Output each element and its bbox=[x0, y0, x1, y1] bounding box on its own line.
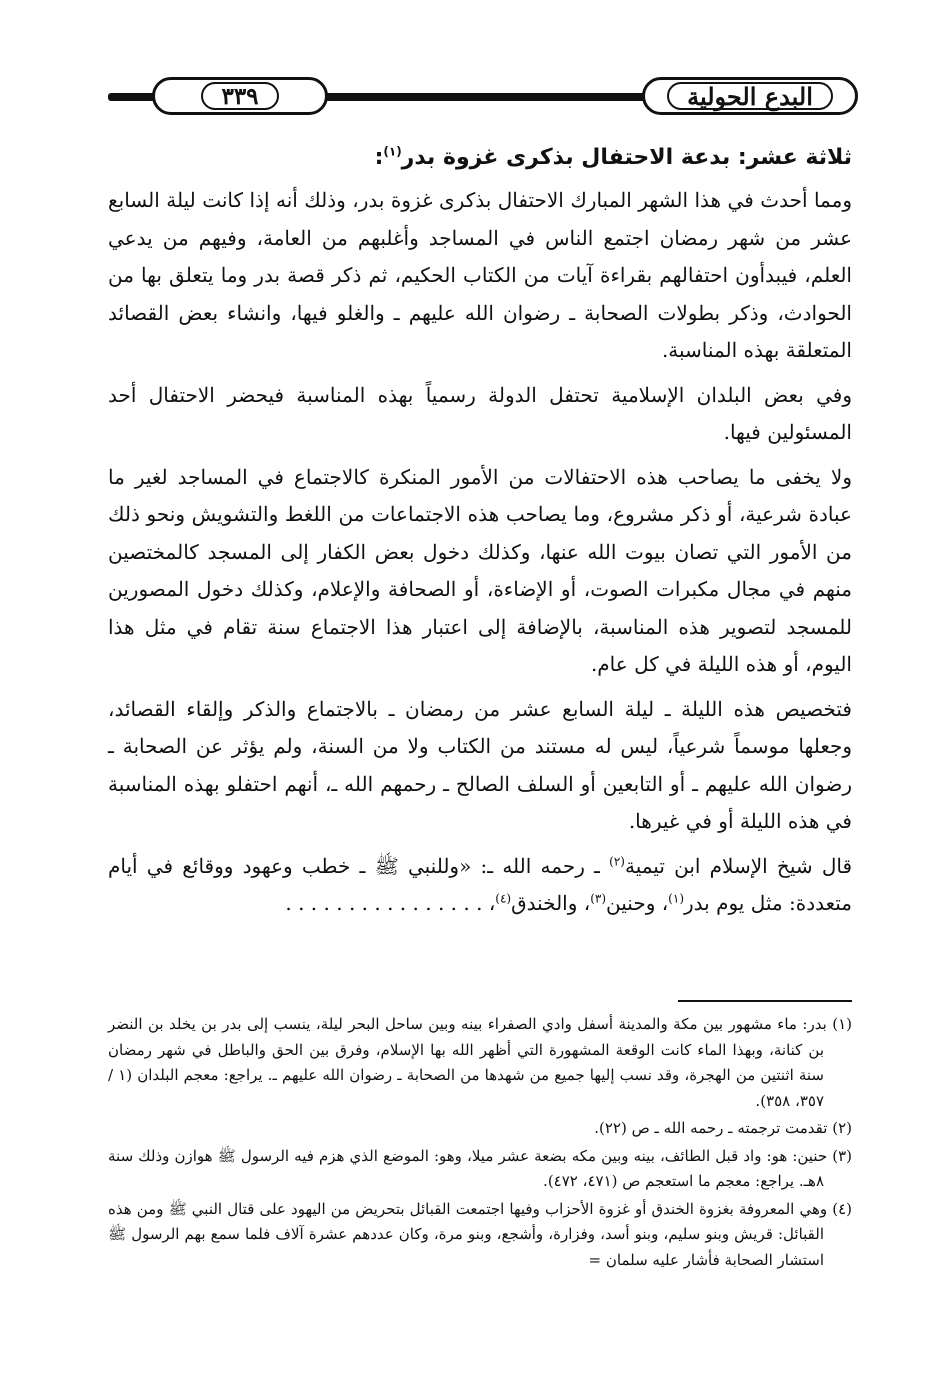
paragraph-2: وفي بعض البلدان الإسلامية تحتفل الدولة رسمياً بهذه المناسبة فيحضر الاحتفال أحد المسئولين فيها. bbox=[108, 382, 852, 444]
footnote-ref: (٣) bbox=[590, 891, 607, 906]
footnote-ref: (١) bbox=[383, 144, 402, 159]
book-title: البدع الحولية bbox=[687, 81, 813, 111]
paragraph-1: ومما أحدث في هذا الشهر المبارك الاحتفال بذكرى غزوة بدر، وذلك أنه إذا كانت ليلة السابع عشر من شهر رمضان اجتمع الناس في المساجد وأغلبهم من العامة، وفيهم من يدعي العلم، فيبدأون احتفالهم بقراءة آيات من الكتاب الحكيم، ثم ذكر قصة بدر وما يتعلق بها من الحوادث، وذكر بطولات الصحابة ـ رضوان الله عليهم ـ والغلو فيها، وانشاء بعض القصائد المتعلقة بهذه المناسبة. bbox=[108, 188, 852, 362]
page-number: ٣٣٩ bbox=[221, 82, 259, 110]
footnote-separator bbox=[678, 1000, 852, 1002]
footnote-4: (٤) وهي المعروفة بغزوة الخندق أو غزوة الأحزاب وفيها اجتمعت القبائل بتحريض من اليهود على قتال النبي ﷺ ومن هذه القبائل: قريش وبنو سليم، وبنو أسد، وفزارة، وأشجع، وبنو مرة، وكان عددهم عشرة آلاف فلما سمع بهم الرسول ﷺ استشار الصحابة فأشار عليه سلمان = bbox=[108, 1199, 853, 1269]
paragraph-4: فتخصيص هذه الليلة ـ ليلة السابع عشر من رمضان ـ بالاجتماع والذكر وإلقاء القصائد، وجعلها موسماً شرعياً، ليس له مستند من الكتاب ولا من السنة، ولم يؤثر عن الصحابة ـ رضوان الله عليهم ـ أو التابعين أو السلف الصالح ـ رحمهم الله ـ، أنهم احتفلو بهذه المناسبة في هذه الليلة أو في غيرها. bbox=[108, 696, 852, 833]
page-header bbox=[108, 74, 856, 120]
paragraph-3: ولا يخفى ما يصاحب هذه الاحتفالات من الأمور المنكرة كالاجتماع في المساجد لغير ما عبادة شرعية، أو ذكر مشروع، وما يصاحب هذه الاجتماعات من اللغط والتشويش ونحو ذلك من الأمور التي تصان بيوت الله عنها، وكذلك دخول بعض الكفار إلى المسجد كالمختصين منهم في مجال مكبرات الصوت، أو الإضاءة، أو الصحافة والإعلام، وكذلك دخول المصورين للمسجد لتصوير هذه المناسبة، بالإضافة إلى اعتبار هذا الاجتماع سنة تقام في مثل هذا اليوم، أو هذه الليلة في كل عام. bbox=[108, 464, 852, 676]
footnote-1: (١) بدر: ماء مشهور بين مكة والمدينة أسفل وادي الصفراء بينه وبين ساحل البحر ليلة، ينسب إلى بدر بن يخلد بن النضر بن كنانة، وبهذا الماء كانت الوقعة المشهورة التي أظهر الله بها الإسلام، وفرق بين الحق والباطل في شهر رمضان سنة اثنتين من الهجرة، وقد نسب إليها جميع من شهدها من الصحابة ـ رضوان الله عليهم ـ. يراجع: معجم البلدان (١ / ٣٥٧، ٣٥٨). bbox=[108, 1015, 852, 1110]
page-number-badge bbox=[152, 77, 328, 115]
footnotes bbox=[108, 1012, 852, 1275]
section-title: ثلاثة عشر: بدعة الاحتفال بذكرى غزوة بدر$^{(١)}$: bbox=[374, 144, 852, 170]
footnote-2: (٢) تقدمت ترجمته ـ رحمه الله ـ ص (٢٢). bbox=[594, 1119, 852, 1137]
footnote-ref: (٢) bbox=[609, 853, 625, 868]
footnote-3: (٣) حنين: هو: واد قبل الطائف، بينه وبين مكه بضعة عشر ميلا، وهو: الموضع الذي هزم فيه الرسول ﷺ هوازن وذلك سنة ٨هـ. يراجع: معجم ما استعجم ص (٤٧١، ٤٧٢). bbox=[108, 1146, 852, 1190]
quote-paragraph: قال شيخ الإسلام ابن تيمية$^{(٢)}$ ـ رحمه الله ـ: «وللنبي ﷺ ـ خطب وعهود ووقائع في أيام متعددة: مثل يوم بدر$^{(١)}$، وحنين$^{(٣)}$، والخندق$^{(٤)}$، . . . . . . . . . . . . . . . . bbox=[108, 853, 853, 915]
footnote-ref: (٤) bbox=[495, 891, 512, 906]
book-title-badge bbox=[642, 77, 858, 115]
main-text bbox=[108, 138, 852, 930]
footnote-ref: (١) bbox=[668, 891, 684, 906]
